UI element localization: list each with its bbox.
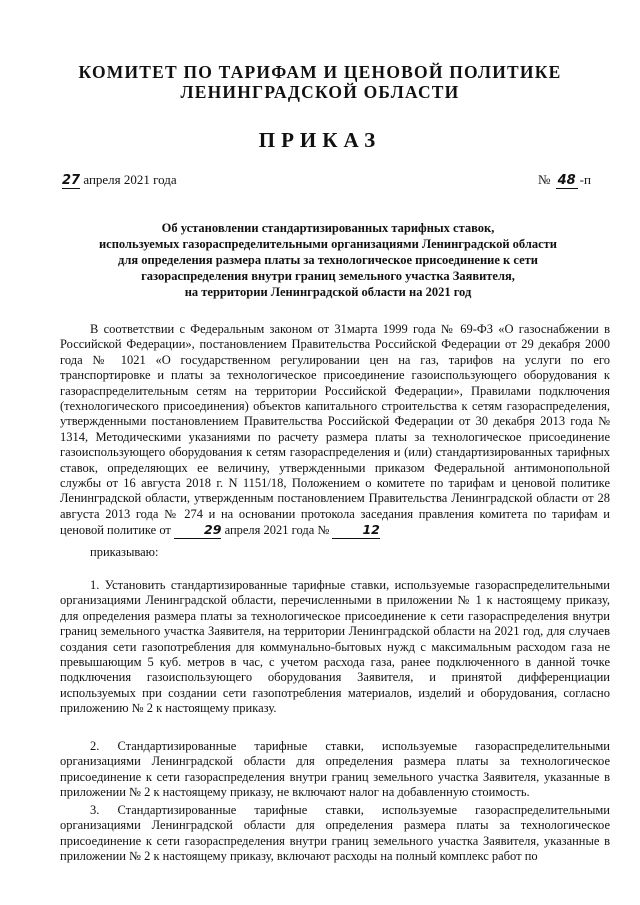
subject-line-4: газораспределения внутри границ земельного участка Заявителя, <box>141 269 515 283</box>
subject-line-1: Об установлении стандартизированных тарифных ставок, <box>161 221 495 235</box>
order-item-2-text: 2. Стандартизированные тарифные ставки, используемые газораспределительными организациями Ленинградской области для определения размера платы за технологическое присоединение к сети газораспределения внутри границ земельного участка Заявителя, указанные в приложении № 2 к настоящему приказу, не включают налог на добавленную стоимость. <box>60 739 610 800</box>
preamble-text: В соответствии с Федеральным законом от 31марта 1999 года № 69-ФЗ «О газоснабжении в Российской Федерации», постановлением Правительства Российской Федерации от 29 декабря 2000 года № 1021 «О государственном регулировании цен на газ, тарифов на услуги по его транспортировке и платы за технологическое присоединение газоиспользующего оборудования к газораспределительным сетям на территории Российской Федерации», Правилами подключения (технологического присоединения) объектов капитального строительства к сетям газораспределения, утвержденными постановлением Правительства Российской Федерации от 30 декабря 2013 года № 1314, Методическими указаниями по расчету размера платы за технологическое присоединение газоиспользующего оборудования к сетям газораспределения и (или) стандартизированных тарифных ставок, определяющих ее величину, утвержденными приказом Федеральной антимонопольной службы от 16 августа 2018 г. N 1151/18, Положением о комитете по тарифам и ценовой политике Ленинградской области, утвержденным постановлением Правительства Ленинградской области от 28 августа 2013 года № 274 и на основании протокола заседания правления комитета по тарифам и ценовой политике от <box>60 322 610 538</box>
meeting-date-rest: апреля 2021 года № <box>221 523 330 538</box>
order-item-3 <box>60 803 610 865</box>
order-number <box>538 172 591 189</box>
order-item-1-text: 1. Установить стандартизированные тарифные ставки, используемые газораспределительными организациями Ленинградской области, перечисленными в приложении № 1 к настоящему приказу, для определения размера платы за технологическое присоединение к сети газораспределения внутри границ земельного участка Заявителя, на территории Ленинградской области на 2021 год, для случаев создания сети газопотребления для коммунально-бытовых нужд с максимальным расходом газа не превышающим 5 куб. метров в час, с учетом расхода газа, ранее подключенного в данной точке подключения газоиспользующего оборудования Заявителя, и принятой дифференциации используемых при создании сети газопотребления материалов, изделий и оборудования, согласно приложению № 2 к настоящему приказу. <box>60 578 610 716</box>
document-title: ПРИКАЗ <box>258 128 382 152</box>
subject-line-3: для определения размера платы за технологическое присоединение к сети <box>118 253 538 267</box>
subject-line-2: используемых газораспределительными организациями Ленинградской области <box>98 237 557 251</box>
header-line-2: ЛЕНИНГРАДСКОЙ ОБЛАСТИ <box>180 82 460 102</box>
order-word: приказываю: <box>90 545 159 559</box>
subject-line-5: на территории Ленинградской области на 2021 год <box>184 285 472 299</box>
header-line-1: КОМИТЕТ ПО ТАРИФАМ И ЦЕНОВОЙ ПОЛИТИКЕ <box>78 62 562 82</box>
issuer-header <box>60 62 580 102</box>
order-item-1 <box>60 578 610 717</box>
order-number-value: 48 <box>557 173 576 188</box>
order-date <box>62 172 177 189</box>
order-date-rest: апреля 2021 года <box>80 172 177 187</box>
order-date-day: 27 <box>62 173 81 188</box>
order-item-3-text: 3. Стандартизированные тарифные ставки, используемые газораспределительными организациями Ленинградской области для определения размера платы за технологическое присоединение к сети газораспределения внутри границ земельного участка Заявителя, указанные в приложении № 2 к настоящему приказу, включают расходы на полный комплекс работ по <box>60 803 610 864</box>
order-number-suffix: -п <box>579 172 591 187</box>
preamble-paragraph <box>60 322 610 539</box>
order-subject <box>60 220 596 300</box>
meeting-date-day: 29 <box>174 522 221 538</box>
order-item-2 <box>60 739 610 801</box>
meeting-protocol-number: 12 <box>332 522 379 538</box>
order-number-prefix: № <box>538 172 551 187</box>
